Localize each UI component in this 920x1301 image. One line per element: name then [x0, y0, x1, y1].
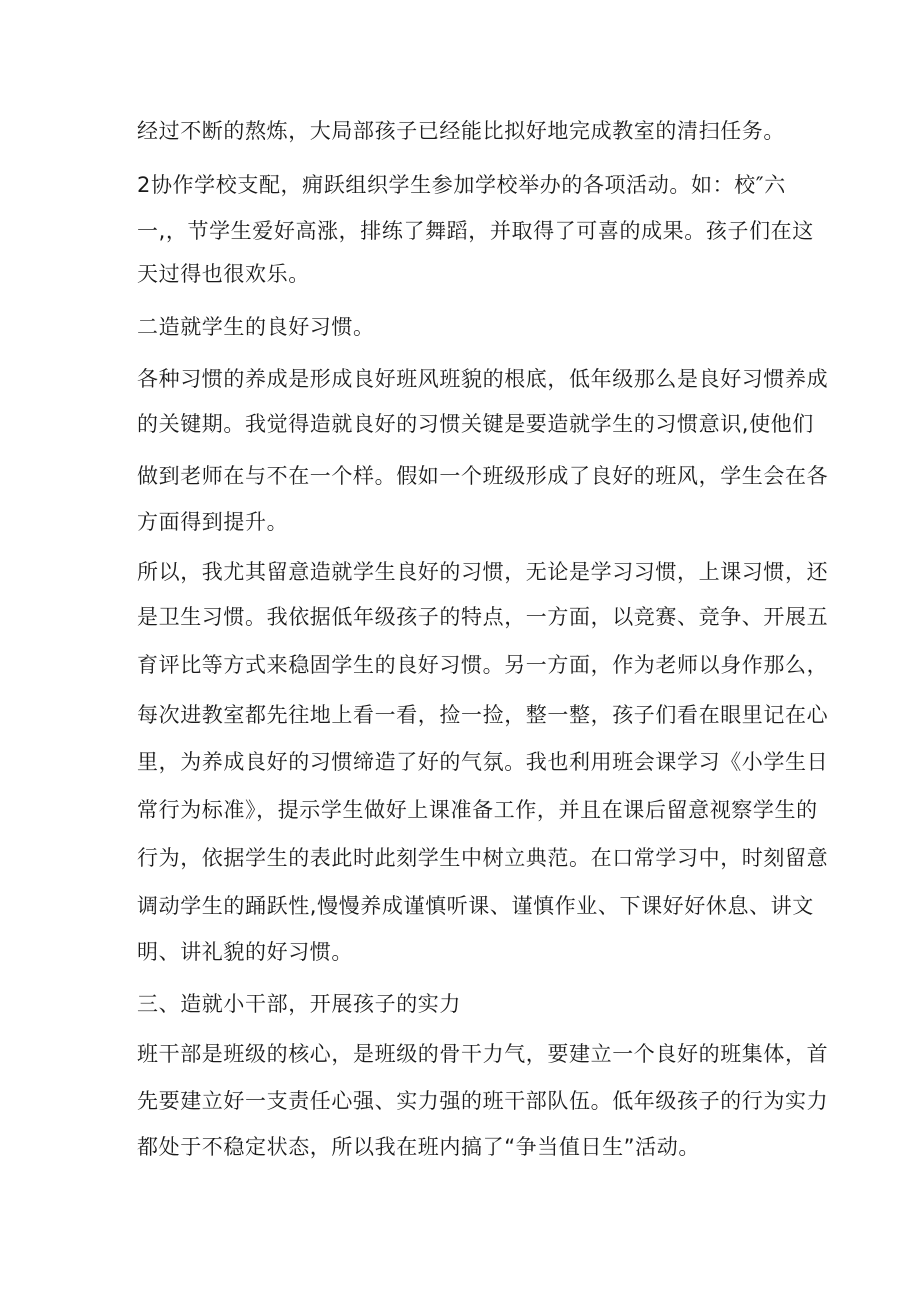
text-line: 的关键期。我觉得造就良好的习惯关键是要造就学生的习惯意识,使他们 — [137, 412, 814, 436]
text-line: 各种习惯的养成是形成良好班风班貌的根底，低年级那么是良好习惯养成 — [137, 367, 829, 391]
section-heading: 三、造就小干部，开展孩子的实力 — [137, 992, 461, 1016]
text-line: 天过得也很欢乐。 — [137, 262, 310, 286]
text-line: 都处于不稳定状态，所以我在班内搞了“争当值日生”活动。 — [137, 1135, 700, 1159]
text-line: 班干部是班级的核心，是班级的骨干力气，要建立一个良好的班集体，首 — [137, 1042, 829, 1066]
section-heading: 二造就学生的良好习惯。 — [137, 315, 375, 339]
text-line: 行为，依据学生的表此时此刻学生中树立典范。在口常学习中，时刻留意 — [137, 846, 829, 870]
text-line: 方面得到提升。 — [137, 510, 289, 534]
text-line: 先要建立好一支责任心强、实力强的班干部队伍。低年级孩子的行为实力 — [137, 1089, 829, 1113]
text-line: 常行为标准》，提示学生做好上课准备工作，并且在课后留意视察学生的 — [137, 798, 818, 822]
text-line: 做到老师在与不在一个样。假如一个班级形成了良好的班风，学生会在各 — [137, 464, 829, 488]
text-line: 育评比等方式来稳固学生的良好习惯。另一方面，作为老师以身作那么， — [137, 653, 829, 677]
text-line: 调动学生的踊跃性,慢慢养成谨慎听课、谨慎作业、下课好好休息、讲文 — [137, 894, 814, 918]
text-line: 所以，我尤其留意造就学生良好的习惯，无论是学习习惯，上课习惯，还 — [137, 560, 829, 584]
text-line: 里，为养成良好的习惯缔造了好的气氛。我也利用班会课学习《小学生日 — [137, 750, 829, 774]
text-line: 明、讲礼貌的好习惯。 — [137, 940, 353, 964]
text-line: 一,，节学生爱好高涨，排练了舞蹈，并取得了可喜的成果。孩子们在这 — [137, 219, 814, 243]
text-line: 经过不断的熬炼，大局部孩子已经能比拟好地完成教室的清扫任务。 — [137, 119, 785, 143]
text-line: 2协作学校支配，痈跃组织学生参加学校举办的各项活动。如：校″六 — [137, 173, 786, 197]
text-line: 每次进教室都先往地上看一看，捡一捡，整一整，孩子们看在眼里记在心 — [137, 703, 829, 727]
text-line: 是卫生习惯。我依据低年级孩子的特点，一方面，以竞赛、竞争、开展五 — [137, 605, 829, 629]
